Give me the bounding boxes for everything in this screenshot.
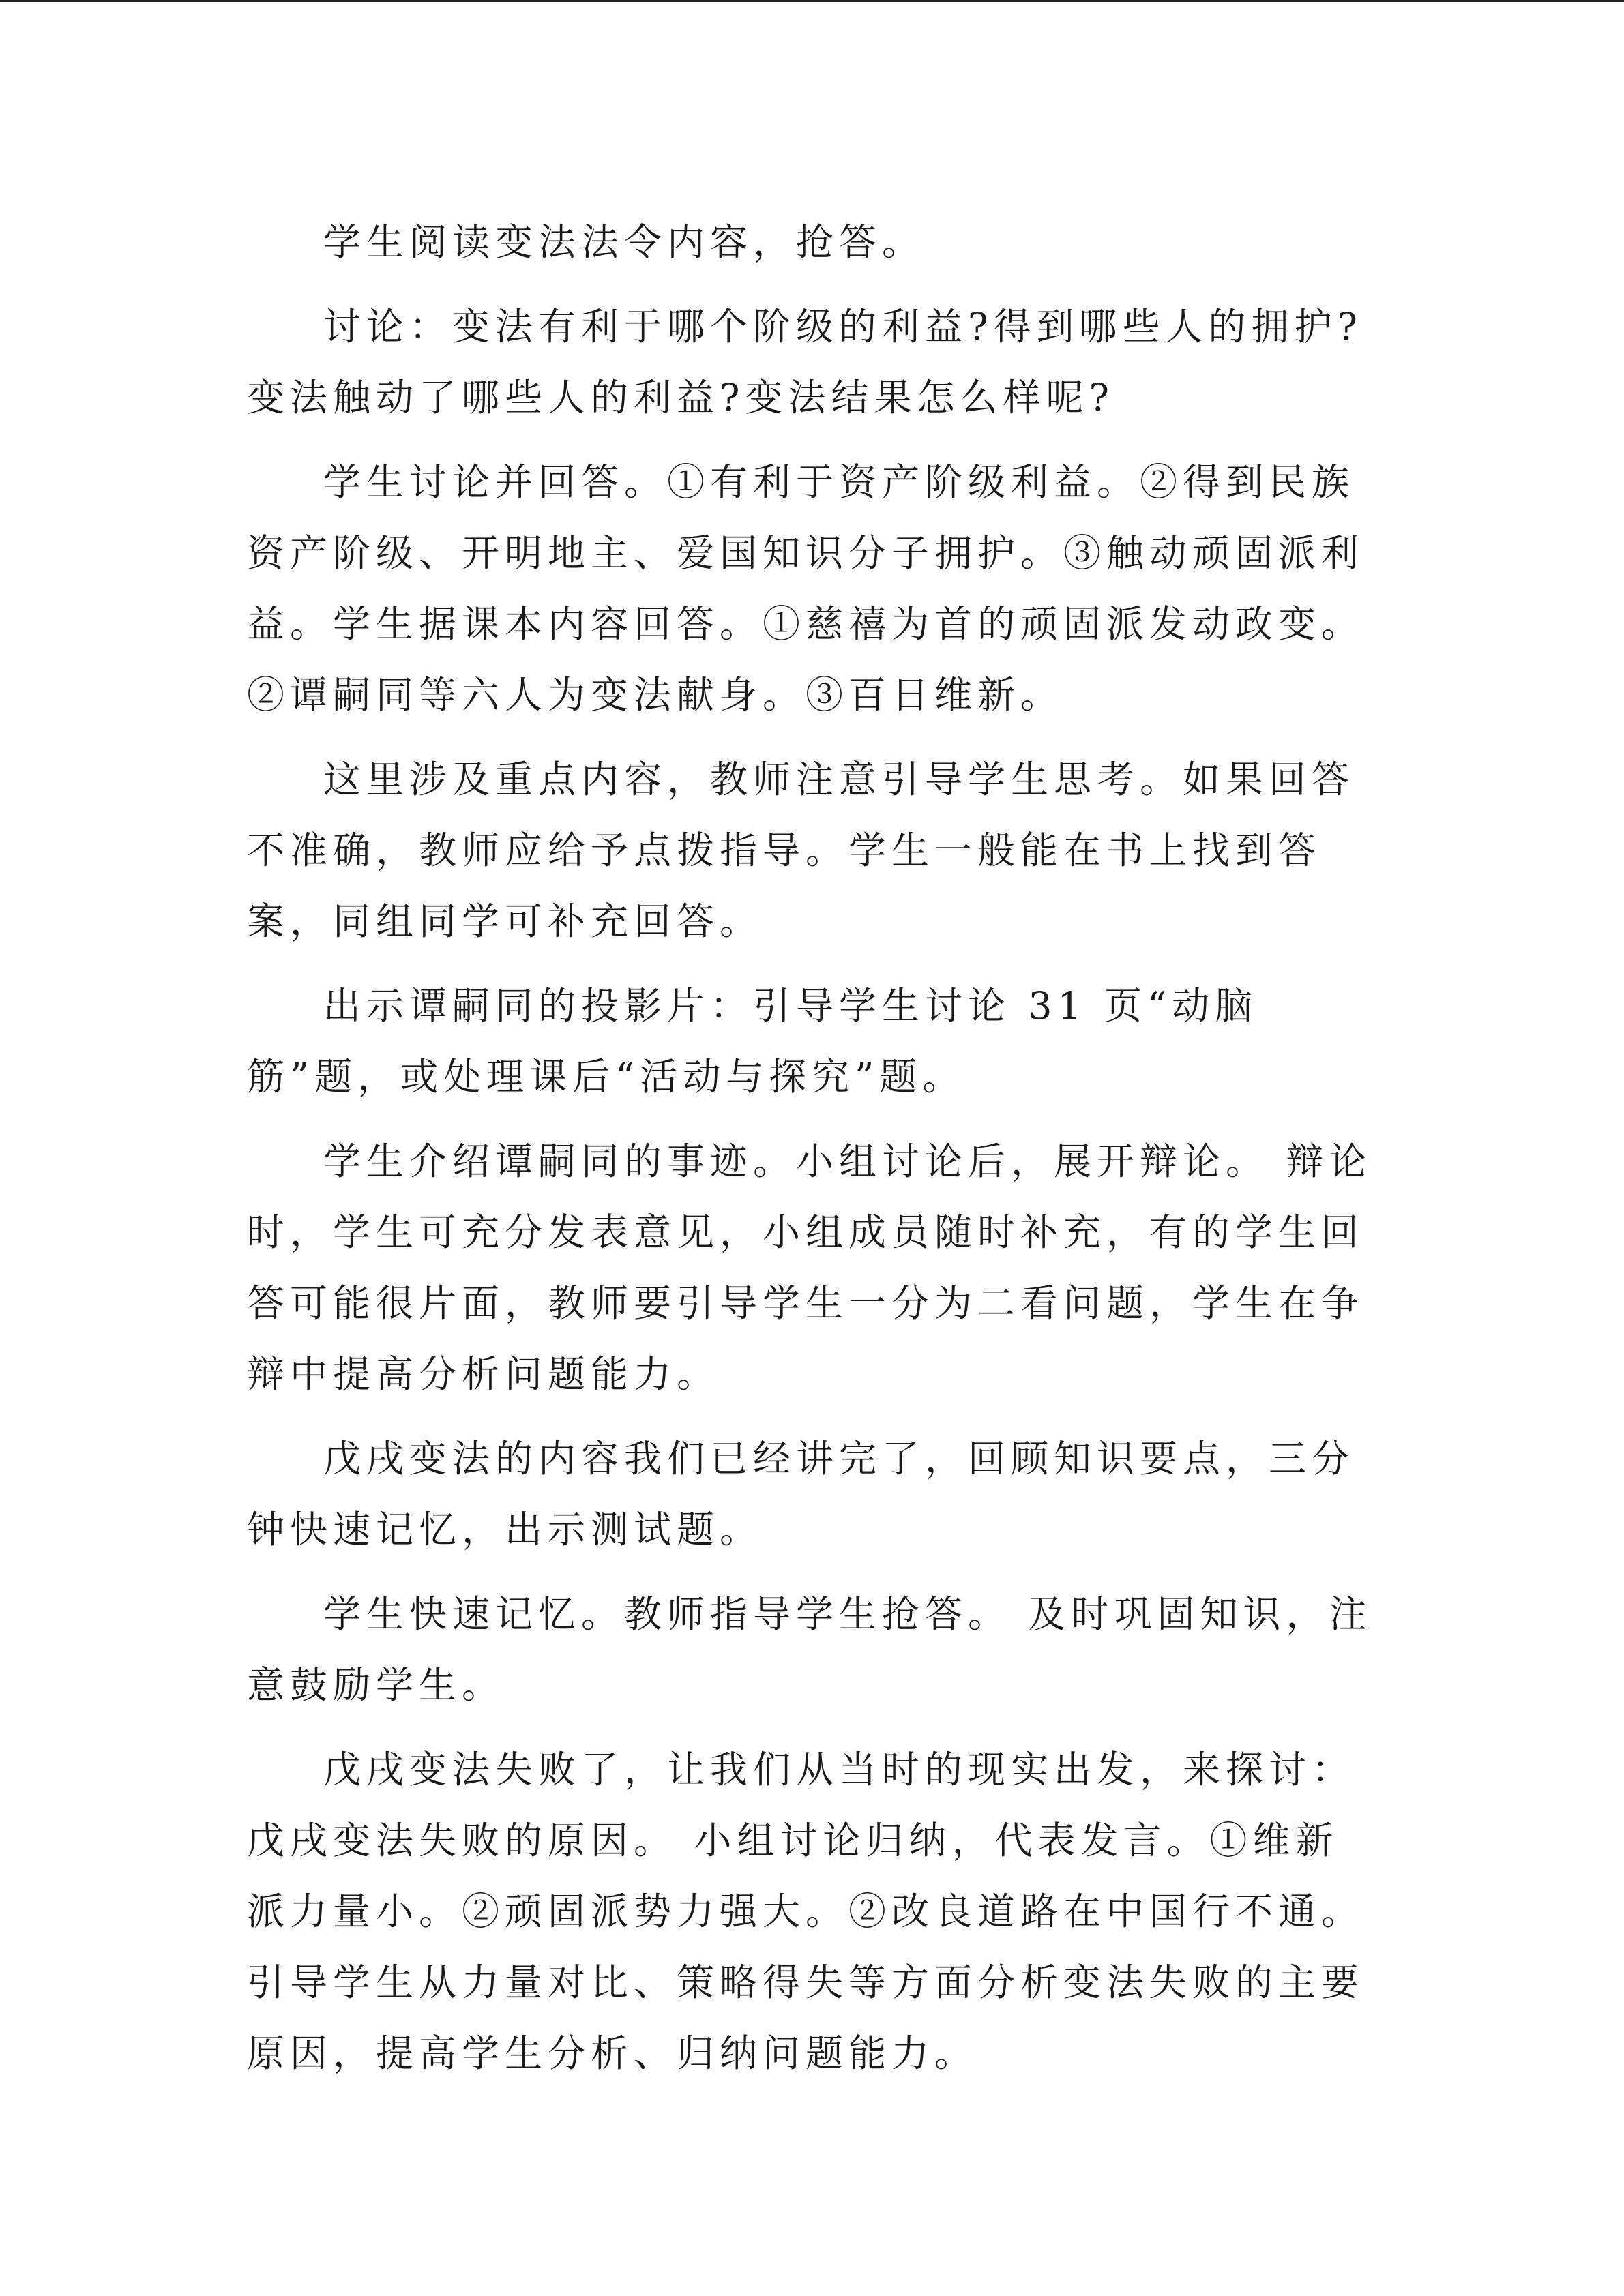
document-body (247, 207, 1379, 2102)
paragraph-2: 讨论：变法有利于哪个阶级的利益?得到哪些人的拥护?变法触动了哪些人的利益?变法结果怎么样呢? (247, 305, 1363, 419)
paragraph-1: 学生阅读变法法令内容，抢答。 (323, 220, 926, 264)
paragraph-9: 戊戌变法失败了，让我们从当时的现实出发，来探讨：戊戌变法失败的原因。 小组讨论归纳，代表发言。①维新派力量小。②顽固派势力强大。②改良道路在中国行不通。 引导学生从力量对比、策略得失等方面分析变法失败的主要原因，提高学生分析、归纳问题能力。 (247, 1748, 1365, 2075)
paragraph-8: 学生快速记忆。教师指导学生抢答。 及时巩固知识，注意鼓励学生。 (247, 1592, 1372, 1707)
paragraph-3: 学生讨论并回答。①有利于资产阶级利益。②得到民族资产阶级、开明地主、爱国知识分子拥护。③触动顽固派利益。学生据课本内容回答。①慈禧为首的顽固派发动政变。②谭嗣同等六人为变法献身。③百日维新。 (247, 460, 1365, 717)
paragraph-5: 出示谭嗣同的投影片：引导学生讨论 31 页“动脑筋”题，或处理课后“活动与探究”题。 (247, 984, 1258, 1099)
paragraph-6: 学生介绍谭嗣同的事迹。小组讨论后，展开辩论。 辩论时，学生可充分发表意见，小组成员随时补充，有的学生回答可能很片面，教师要引导学生一分为二看问题，学生在争辩中提高分析问题能力。 (247, 1139, 1372, 1396)
paragraph-7: 戊戌变法的内容我们已经讲完了，回顾知识要点，三分钟快速记忆，出示测试题。 (247, 1437, 1355, 1551)
paragraph-4: 这里涉及重点内容，教师注意引导学生思考。如果回答不准确，教师应给予点拨指导。学生一般能在书上找到答案，同组同学可补充回答。 (247, 758, 1355, 943)
